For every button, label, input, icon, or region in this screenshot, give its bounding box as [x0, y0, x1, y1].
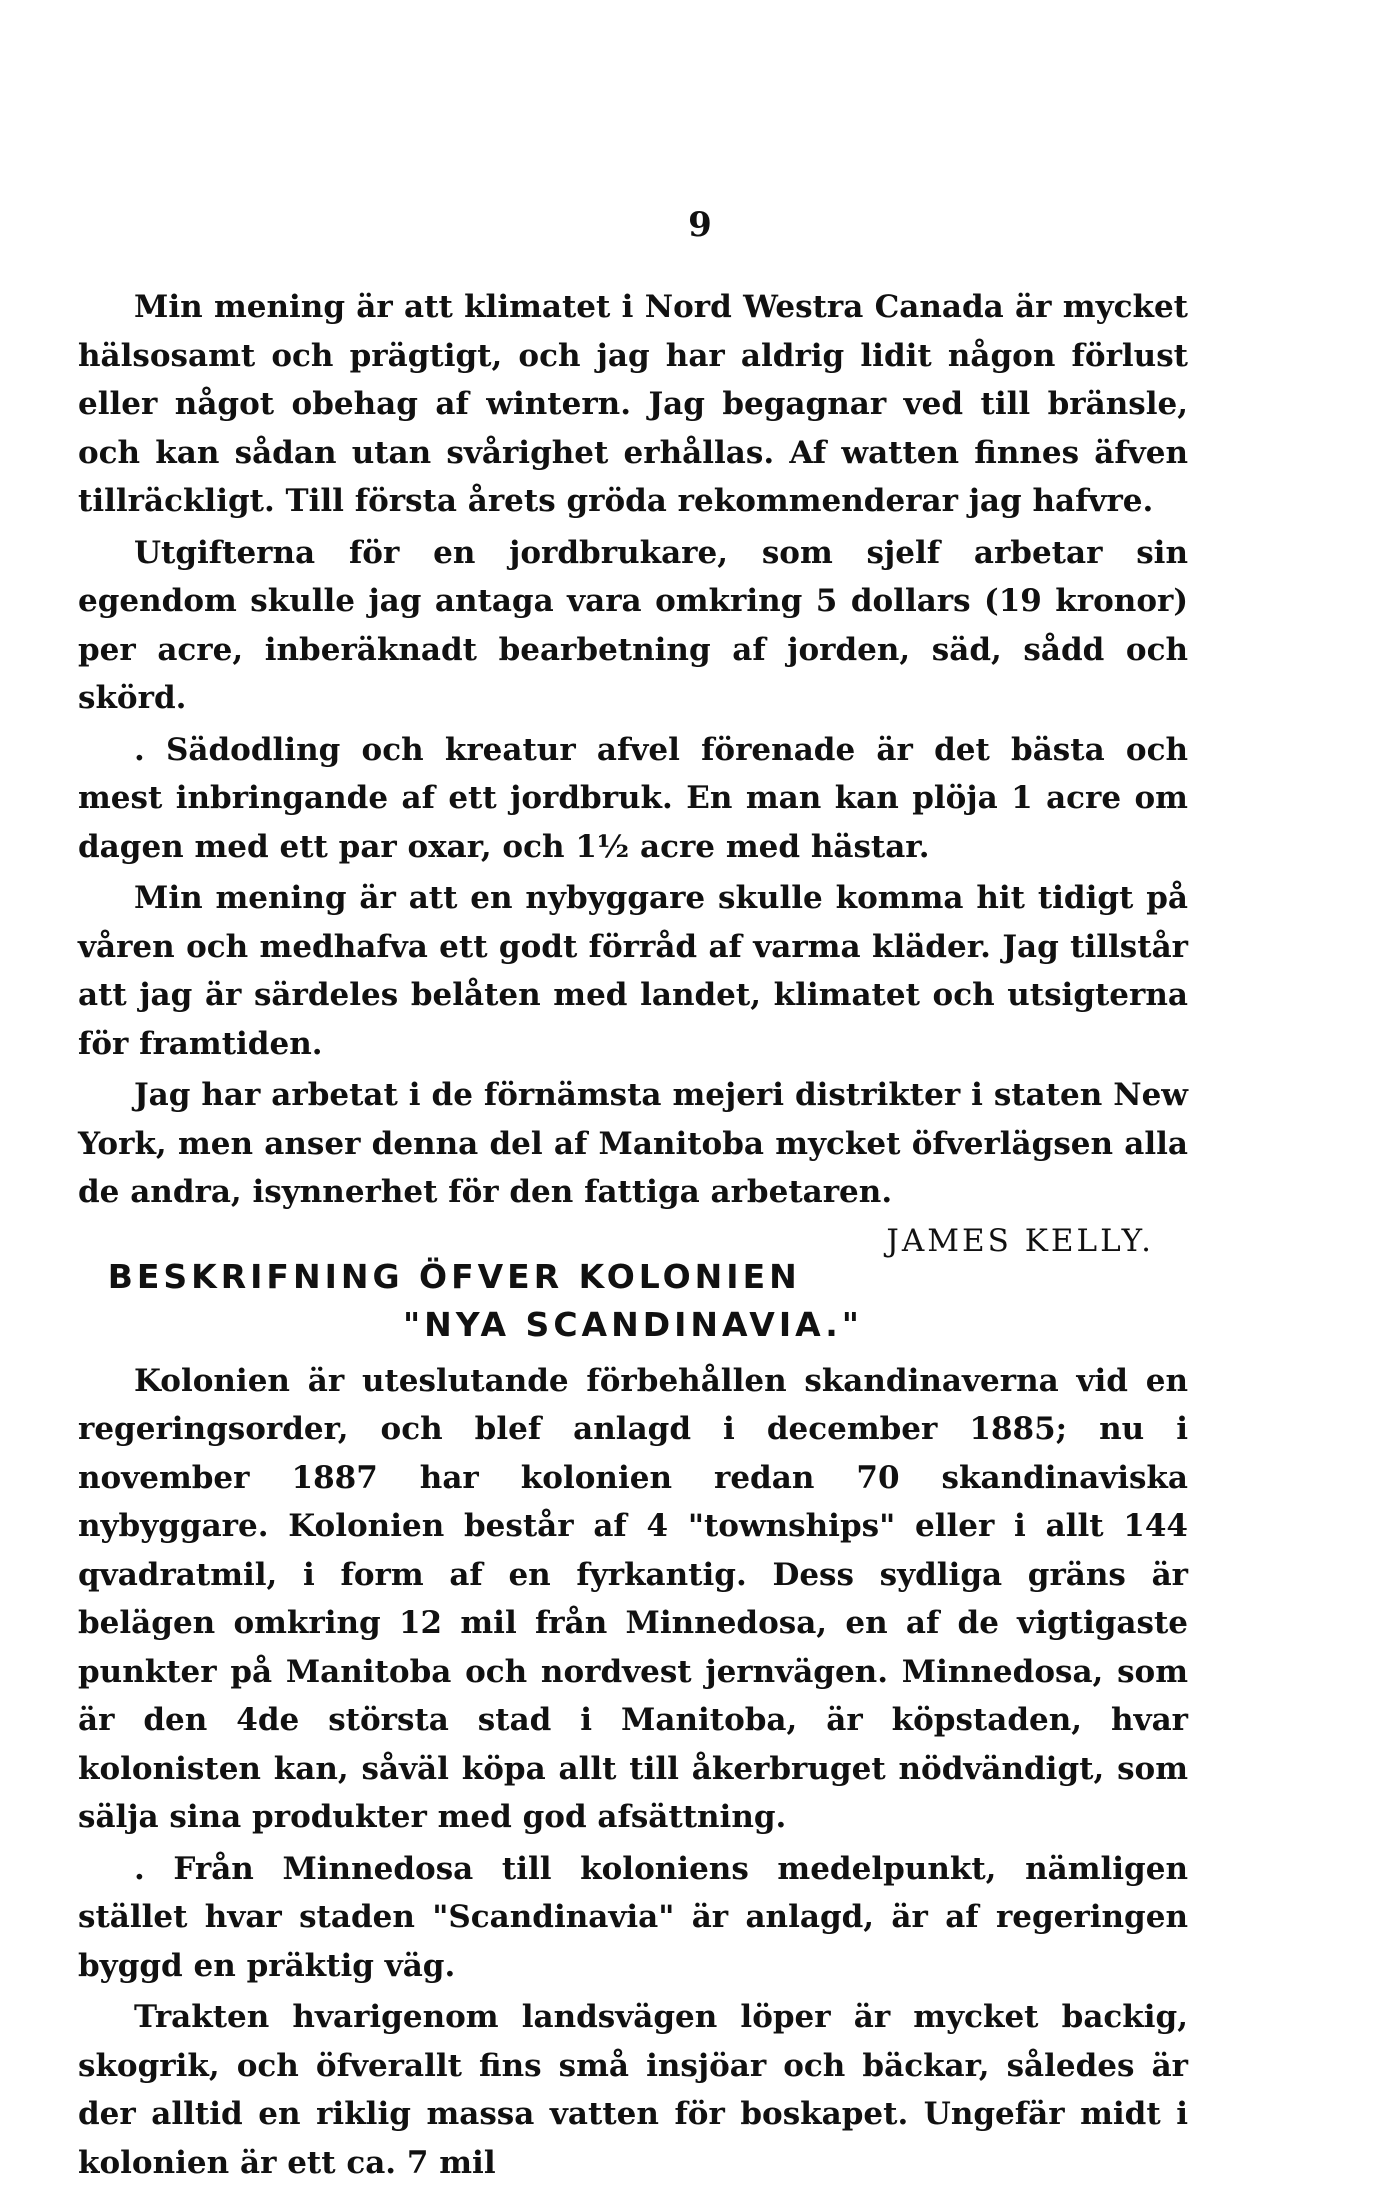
- paragraph-with-signature: [78, 1071, 1188, 1259]
- paragraph: Utgifterna för en jordbrukare, som sjelf arbetar sin egendom skulle jag antaga vara omkring 5 dollars (19 kronor) per acre, inberäknadt bearbetning af jorden, säd, sådd och skörd.: [78, 534, 1188, 716]
- paragraph: . Sädodling och kreatur afvel förenade är det bästa och mest inbringande af ett jordbruk. En man kan plöja 1 acre om dagen med ett par oxar, och 1½ acre med hästar.: [78, 731, 1188, 865]
- page-number: 9: [688, 205, 712, 245]
- paragraph: Min mening är att klimatet i Nord Westra Canada är mycket hälsosamt och prägtigt, och jag har aldrig lidit någon förlust eller något obehag af wintern. Jag begagnar ved till bränsle, och kan sådan utan svårighet erhållas. Af watten finnes äfven tillräckligt. Till första årets gröda rekommenderar jag hafvre.: [78, 289, 1188, 519]
- heading-line: BESKRIFNING ÖFVER KOLONIEN: [107, 1256, 801, 1296]
- paragraph: Kolonien är uteslutande förbehållen skandinaverna vid en regeringsorder, och blef anlagd i december 1885; nu i november 1887 har kolonien redan 70 skandinaviska nybyggare. Kolonien består af 4 "townships" eller i allt 144 qvadratmil, i form af en fyrkantig. Dess sydliga gräns är belägen omkring 12 mil från Minnedosa, en af de vigtigaste punkter på Manitoba och nordvest jernvägen. Minnedosa, som är den 4de största stad i Manitoba, är köpstaden, hvar kolonisten kan, såväl köpa allt till åkerbruget nödvändigt, som sälja sina produkter med god afsättning.: [78, 1362, 1188, 1835]
- section-heading: [78, 1253, 1188, 1349]
- heading-line: "NYA SCANDINAVIA.": [402, 1304, 863, 1344]
- paragraph-text: Jag har arbetat i de förnämsta mejeri distrikter i staten New York, men anser denna del af Manitoba mycket öfverlägsen alla de andra, isynnerhet för den fattiga arbetaren.: [78, 1077, 1188, 1210]
- signature: JAMES KELLY.: [886, 1222, 1154, 1259]
- paragraph: Trakten hvarigenom landsvägen löper är mycket backig, skogrik, och öfverallt fins små insjöar och bäckar, således är der alltid en riklig massa vatten för boskapet. Ungefär midt i kolonien är ett ca. 7 mil: [78, 1999, 1188, 2181]
- paragraph: Min mening är att en nybyggare skulle komma hit tidigt på våren och medhafva ett godt förråd af varma kläder. Jag tillstår att jag är särdeles belåten med landet, klimatet och utsigterna för framtiden.: [78, 880, 1188, 1062]
- paragraph: . Från Minnedosa till koloniens medelpunkt, nämligen stället hvar staden "Scandinavia" är anlagd, är af regeringen byggd en präktig väg.: [78, 1850, 1188, 1984]
- page-body: [78, 283, 1188, 2190]
